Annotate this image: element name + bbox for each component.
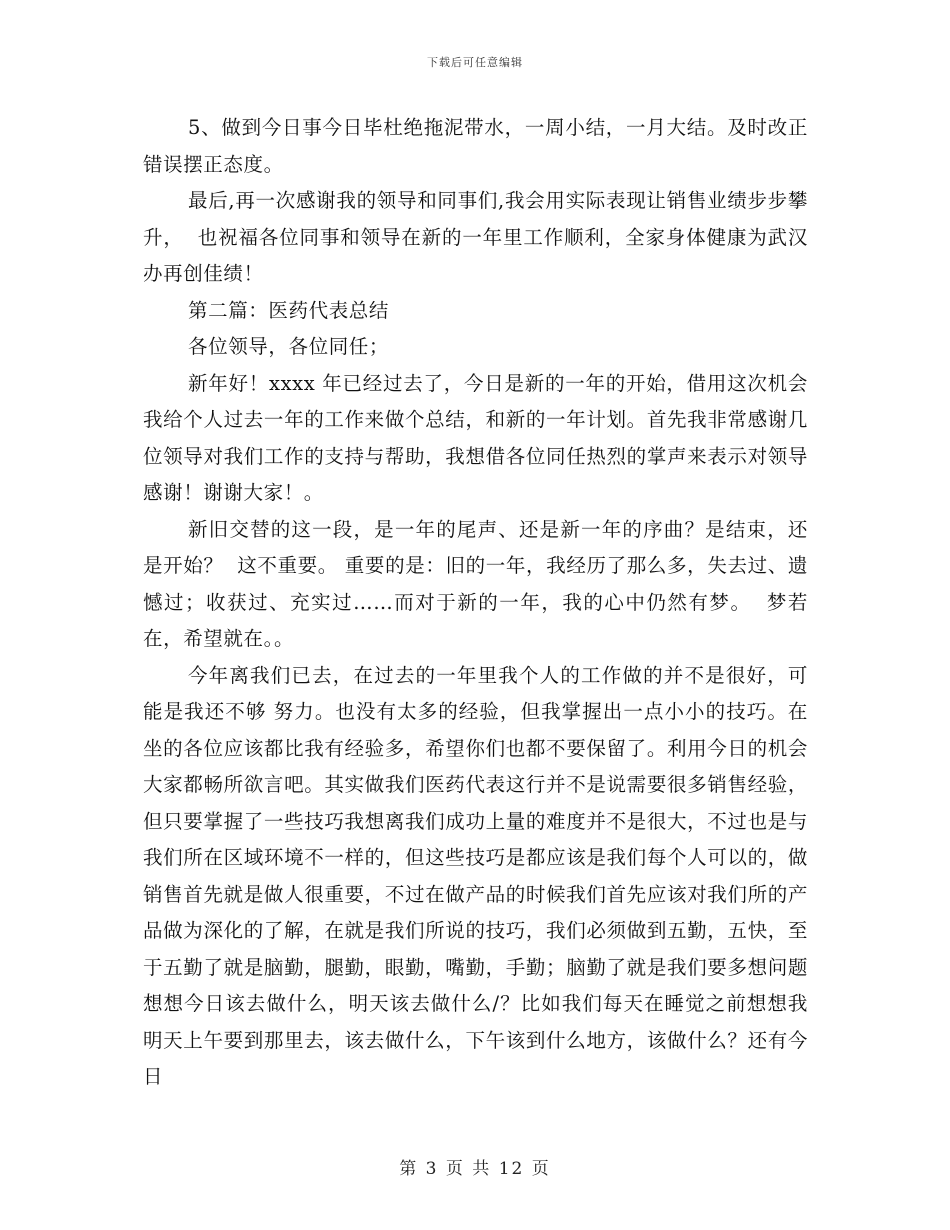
document-body: [143, 110, 808, 1096]
page-header: 下载后可任意编辑: [427, 56, 523, 69]
paragraph: 今年离我们已去，在过去的一年里我个人的工作做的并不是很好，可能是我还不够 努力。也没有太多的经验，但我掌握出一点小小的技巧。在坐的各位应该都比我有经验多，希望你们也都不要保留了。利用今日的机会大家都畅所欲言吧。其实做我们医药代表这行并不是说需要很多销售经验，但只要掌握了一些技巧我想离我们成功上量的难度并不是很大，不过也是与我们所在区域环境不一样的，但这些技巧是都应该是我们每个人可以的，做销售首先就是做人很重要，不过在做产品的时候我们首先应该对我们所的产品做为深化的了解，在就是我们所说的技巧，我们必须做到五勤，五快，至于五勤了就是脑勤，腿勤，眼勤，嘴勤，手勤；脑勤了就是我们要多想问题想想今日该去做什么，明天该去做什么/？比如我们每天在睡觉之前想想我明天上午要到那里去，该去做什么，下午该到什么地方，该做什么？还有今日: [143, 663, 808, 1088]
paragraph: 5、做到今日事今日毕杜绝拖泥带水，一周小结，一月大结。及时改正错误摆正态度。: [143, 116, 808, 176]
paragraph: 新旧交替的这一段，是一年的尾声、还是新一年的序曲？是结束，还是开始？ 这不重要。 重要的是：旧的一年，我经历了那么多，失去过、遗憾过；收获过、充实过……而对于新的一年，我的心中仍然有梦。 梦若在，希望就在。。: [143, 517, 808, 650]
paragraph: 最后,再一次感谢我的领导和同事们,我会用实际表现让销售业绩步步攀升， 也祝福各位同事和领导在新的一年里工作顺利，全家身体健康为武汉办再创佳绩！: [143, 189, 808, 285]
page-footer: 第 3 页 共 12 页: [399, 1159, 551, 1179]
salutation: 各位领导，各位同任；: [188, 335, 390, 358]
section-heading: 第二篇：医药代表总结: [188, 298, 390, 322]
paragraph: 新年好！xxxx 年已经过去了，今日是新的一年的开始，借用这次机会我给个人过去一年的工作来做个总结，和新的一年计划。首先我非常感谢几位领导对我们工作的支持与帮助，我想借各位同任热烈的掌声来表示对领导感谢！谢谢大家！。: [143, 371, 808, 504]
